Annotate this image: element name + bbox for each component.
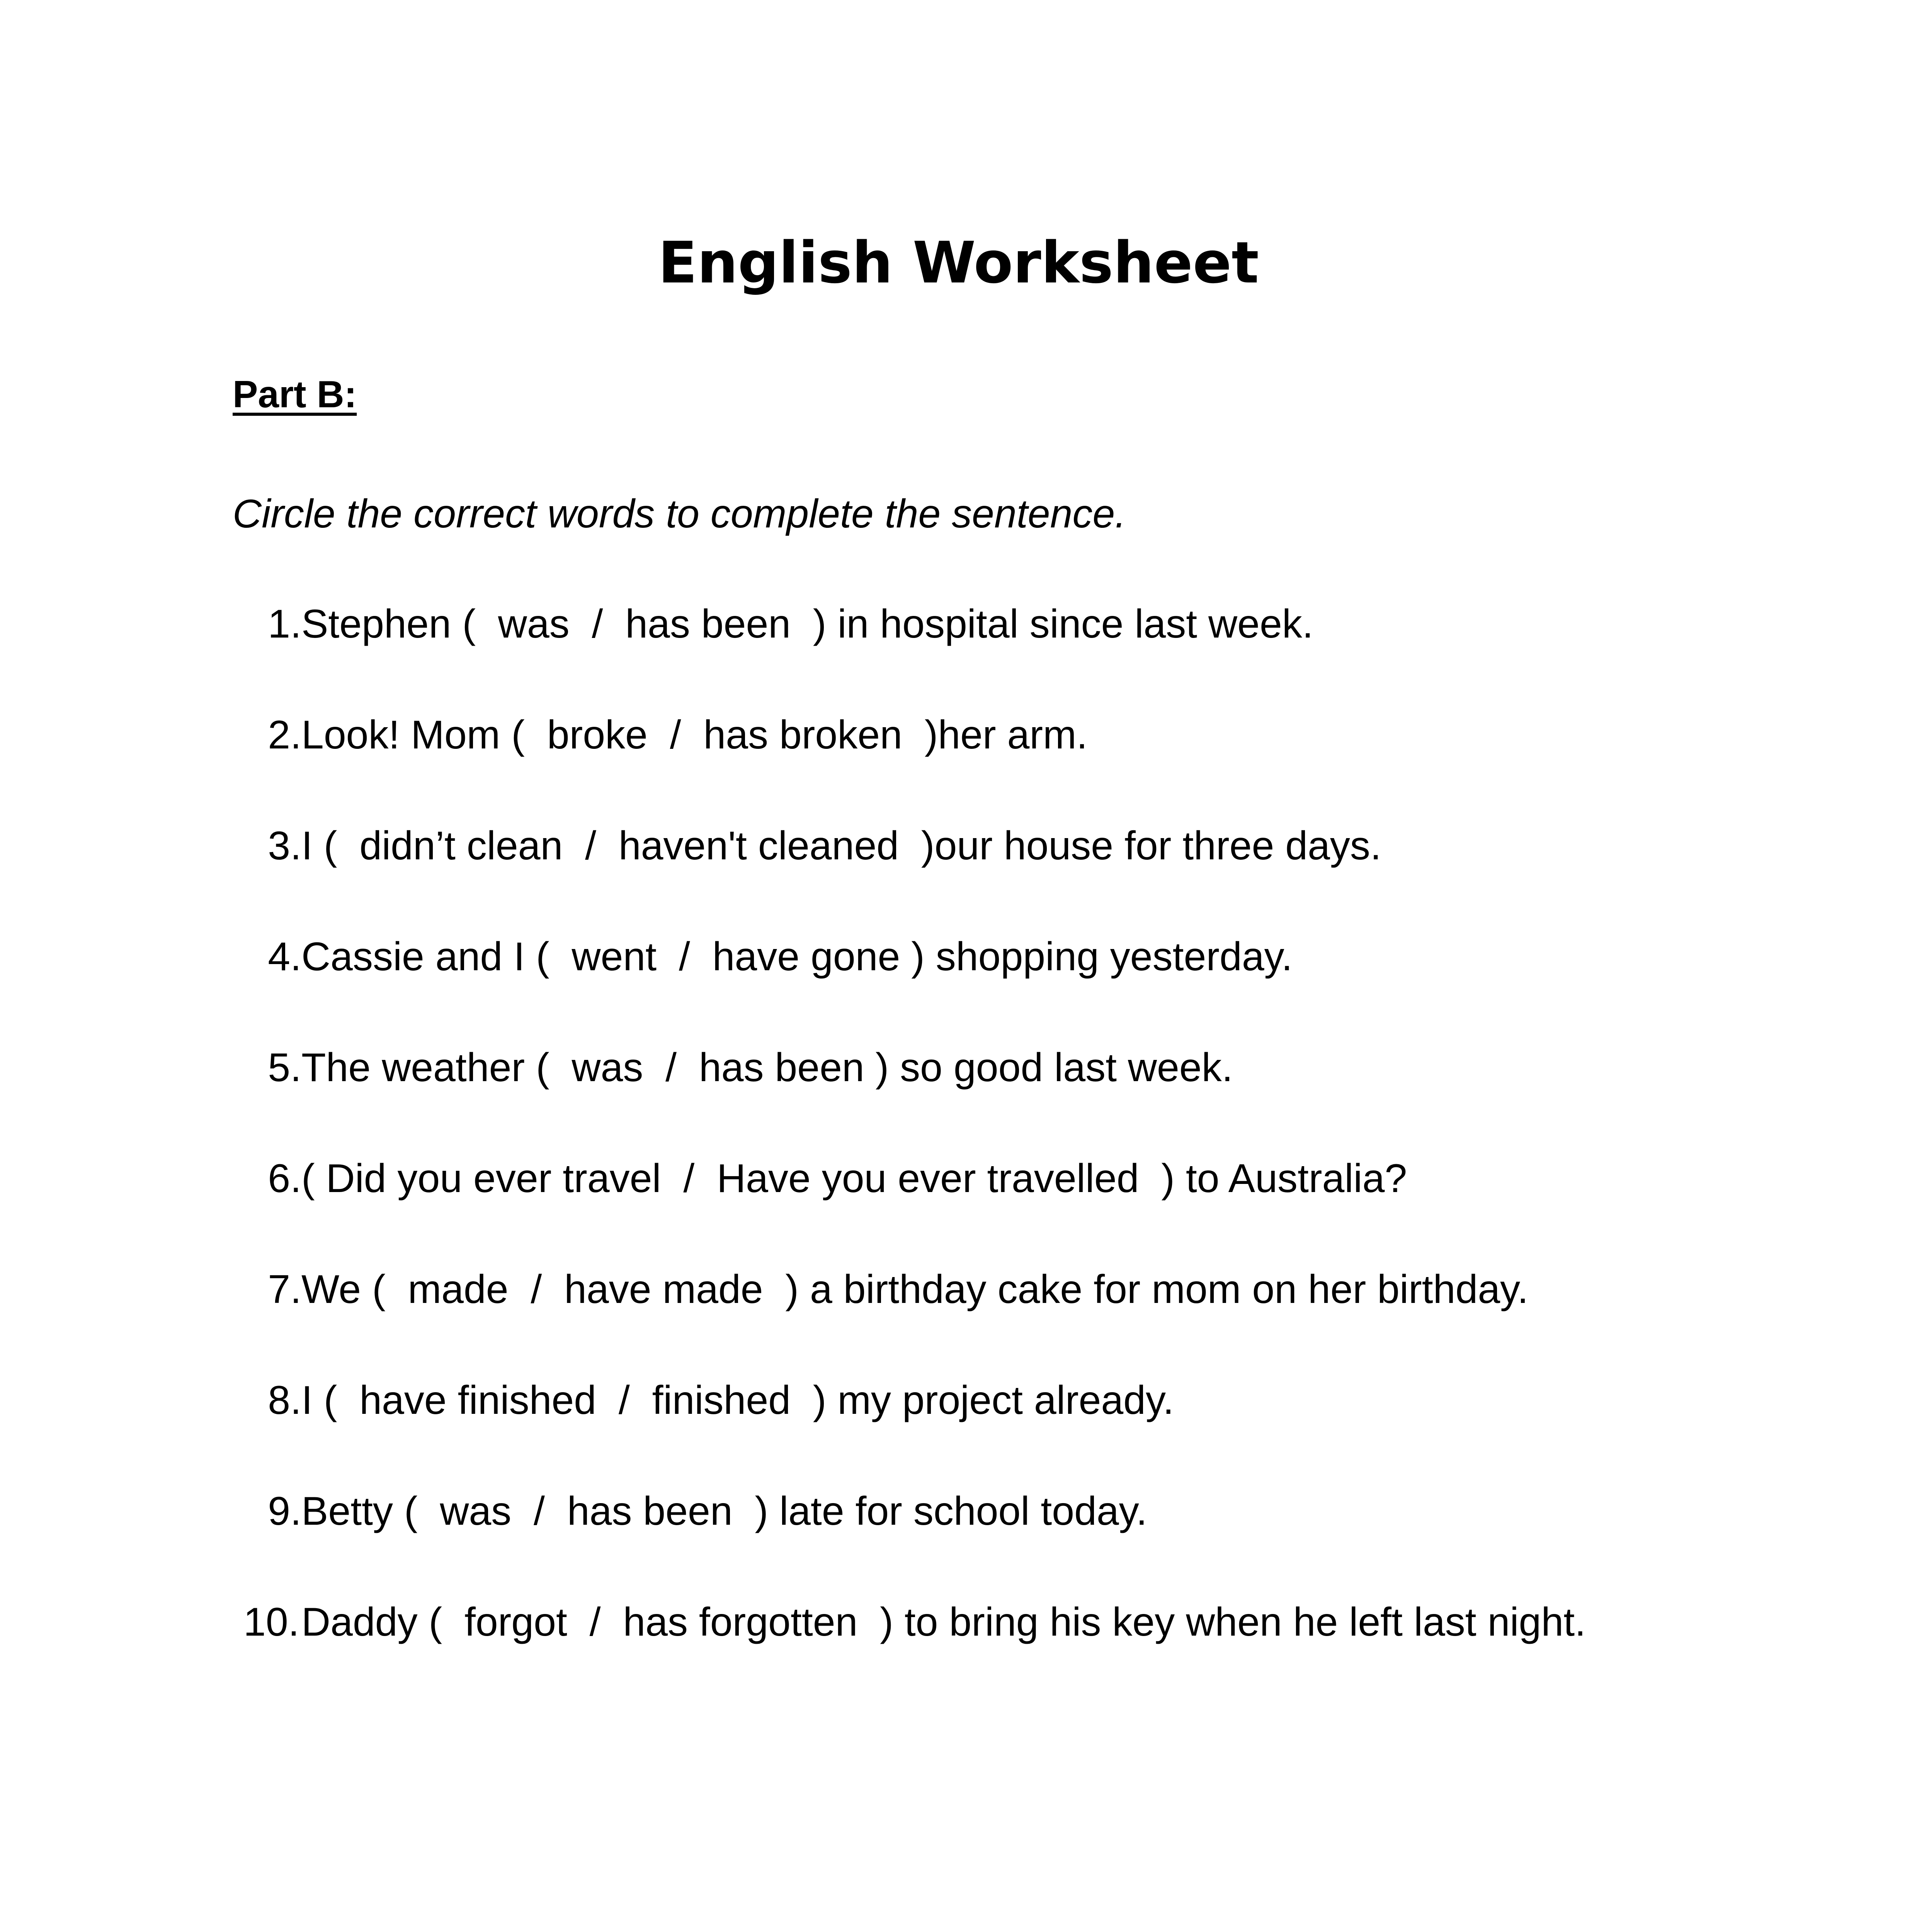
question-number: 9. — [268, 1489, 301, 1534]
question-text: The weather ( was / has been ) so good last week. — [301, 1045, 1233, 1090]
question-number: 6. — [268, 1156, 301, 1201]
instruction-text: Circle the correct words to complete the sentence. — [233, 492, 1126, 536]
question-number: 5. — [268, 1045, 301, 1090]
question-number: 1. — [268, 602, 301, 646]
question-number: 3. — [268, 823, 301, 868]
question-number: 10. — [243, 1600, 299, 1645]
question-number: 4. — [268, 934, 301, 979]
worksheet-title: English Worksheet — [658, 230, 1259, 296]
question-text: Daddy ( forgot / has forgotten ) to bring his key when he left last night. — [301, 1600, 1586, 1645]
question-number: 7. — [268, 1267, 301, 1312]
question-number: 2. — [268, 713, 301, 757]
question-text: ( Did you ever travel / Have you ever travelled ) to Australia? — [301, 1156, 1407, 1201]
question-text: Cassie and I ( went / have gone ) shopping yesterday. — [301, 934, 1293, 979]
question-text: Stephen ( was / has been ) in hospital since last week. — [301, 602, 1313, 646]
question-text: Look! Mom ( broke / has broken )her arm. — [301, 713, 1088, 757]
question-text: Betty ( was / has been ) late for school today. — [301, 1489, 1147, 1534]
question-text: I ( have finished / finished ) my project already. — [301, 1378, 1174, 1423]
question-number: 8. — [268, 1378, 301, 1423]
question-text: I ( didn’t clean / haven't cleaned )our house for three days. — [301, 823, 1381, 868]
question-text: We ( made / have made ) a birthday cake for mom on her birthday. — [301, 1267, 1529, 1312]
part-label: Part B: — [233, 373, 357, 415]
